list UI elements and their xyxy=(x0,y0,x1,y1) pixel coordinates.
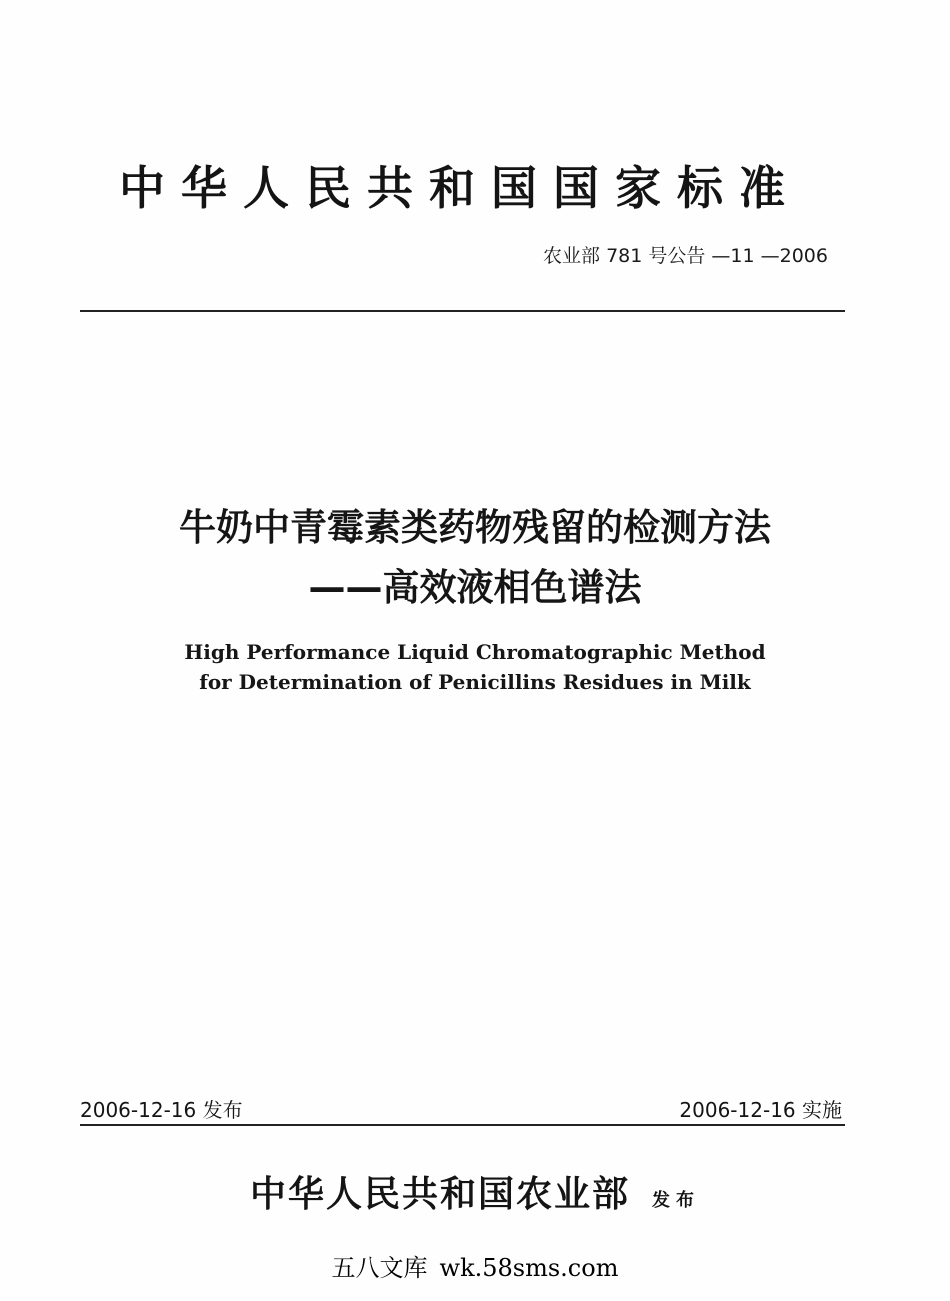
chinese-title-line-1: 牛奶中青霉素类药物残留的检测方法 xyxy=(179,506,771,549)
watermark-url-link[interactable]: wk.58sms.com xyxy=(439,1254,619,1282)
chinese-title-line-2: ——高效液相色谱法 xyxy=(308,566,642,609)
implementation-date: 2006-12-16 实施 xyxy=(679,1098,842,1122)
publisher-name: 中华人民共和国农业部 xyxy=(249,1174,630,1215)
issue-date: 2006-12-16 发布 xyxy=(80,1098,243,1122)
watermark xyxy=(0,1248,950,1283)
publisher-suffix: 发布 xyxy=(652,1190,700,1211)
bottom-divider xyxy=(80,1124,845,1126)
standard-number: 农业部 781 号公告 —11 —2006 xyxy=(543,245,828,267)
watermark-site-name: 五八文库 xyxy=(331,1254,428,1282)
standard-title: 中华人民共和国国家标准 xyxy=(119,161,801,215)
top-divider xyxy=(80,310,845,312)
english-title-line-2: for Determination of Penicillins Residues in Milk xyxy=(199,670,751,694)
english-title-line-1: High Performance Liquid Chromatographic Method xyxy=(184,640,766,664)
publisher-row xyxy=(0,1166,950,1217)
